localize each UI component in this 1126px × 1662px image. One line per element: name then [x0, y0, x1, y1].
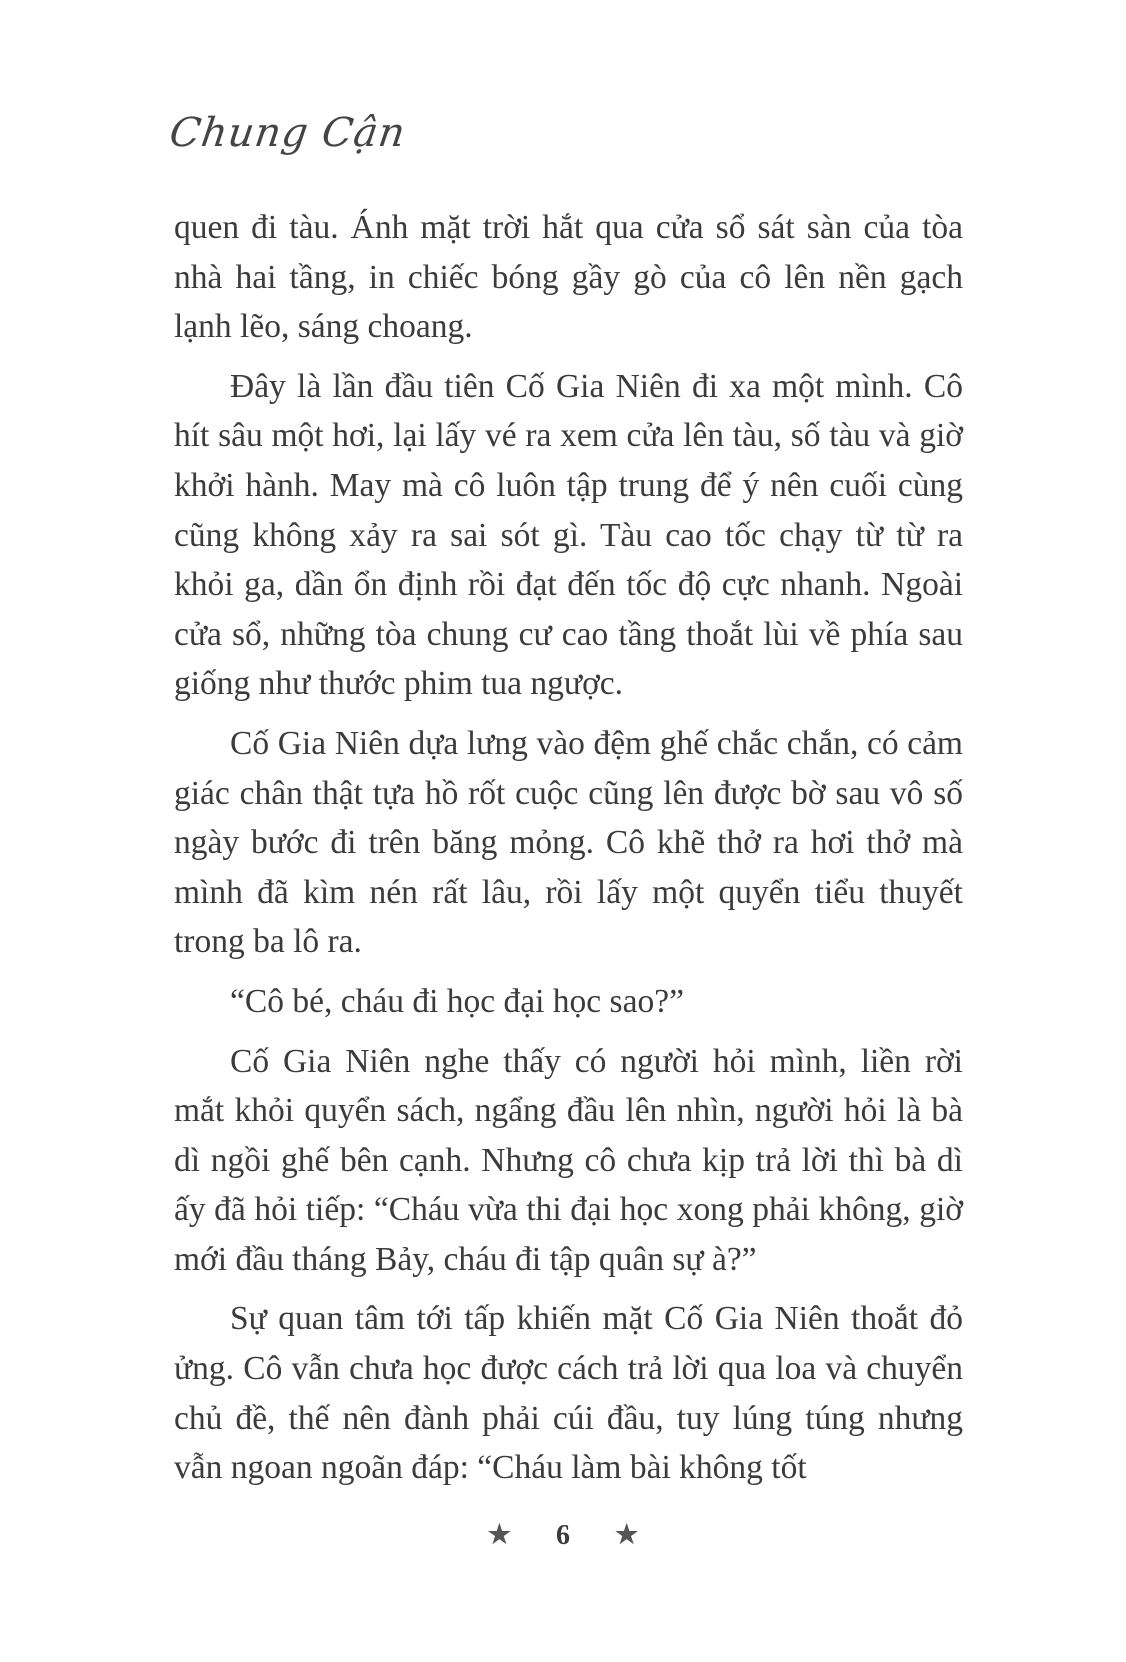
paragraph: Sự quan tâm tới tấp khiến mặt Cố Gia Niên thoắt đỏ ửng. Cô vẫn chưa học được cách trả lời qua loa và chuyển chủ đề, thế nên đành phải cúi đầu, tuy lúng túng nhưng vẫn ngoan ngoãn đáp: “Cháu làm bài không tốt — [174, 1300, 963, 1487]
page-footer — [0, 1520, 1126, 1552]
star-icon: ★ — [615, 1520, 639, 1549]
running-head-title: Chung Cận — [166, 110, 409, 156]
paragraph: “Cô bé, cháu đi học đại học sao?” — [230, 982, 684, 1020]
paragraph: Cố Gia Niên nghe thấy có người hỏi mình, liền rời mắt khỏi quyển sách, ngẩng đầu lên nhìn, người hỏi là bà dì ngồi ghế bên cạnh. Nhưng cô chưa kịp trả lời thì bà dì ấy đã hỏi tiếp: “Cháu vừa thi đại học xong phải không, giờ mới đầu tháng Bảy, cháu đi tập quân sự à?” — [174, 1042, 963, 1278]
paragraph: quen đi tàu. Ánh mặt trời hắt qua cửa sổ sát sàn của tòa nhà hai tầng, in chiếc bóng gầy gò của cô lên nền gạch lạnh lẽo, sáng choang. — [174, 209, 963, 346]
page-number: 6 — [556, 1520, 570, 1551]
paragraph: Cố Gia Niên dựa lưng vào đệm ghế chắc chắn, có cảm giác chân thật tựa hồ rốt cuộc cũng lên được bờ sau vô số ngày bước đi trên băng mỏng. Cô khẽ thở ra hơi thở mà mình đã kìm nén rất lâu, rồi lấy một quyển tiểu thuyết trong ba lô ra. — [174, 724, 963, 961]
paragraph: Đây là lần đầu tiên Cố Gia Niên đi xa một mình. Cô hít sâu một hơi, lại lấy vé ra xem cửa lên tàu, số tàu và giờ khởi hành. May mà cô luôn tập trung để ý nên cuối cùng cũng không xảy ra sai sót gì. Tàu cao tốc chạy từ từ ra khỏi ga, dần ổn định rồi đạt đến tốc độ cực nhanh. Ngoài cửa sổ, những tòa chung cư cao tầng thoắt lùi về phía sau giống như thước phim tua ngược. — [174, 367, 963, 703]
star-icon: ★ — [487, 1520, 511, 1549]
body-text — [174, 203, 963, 1503]
